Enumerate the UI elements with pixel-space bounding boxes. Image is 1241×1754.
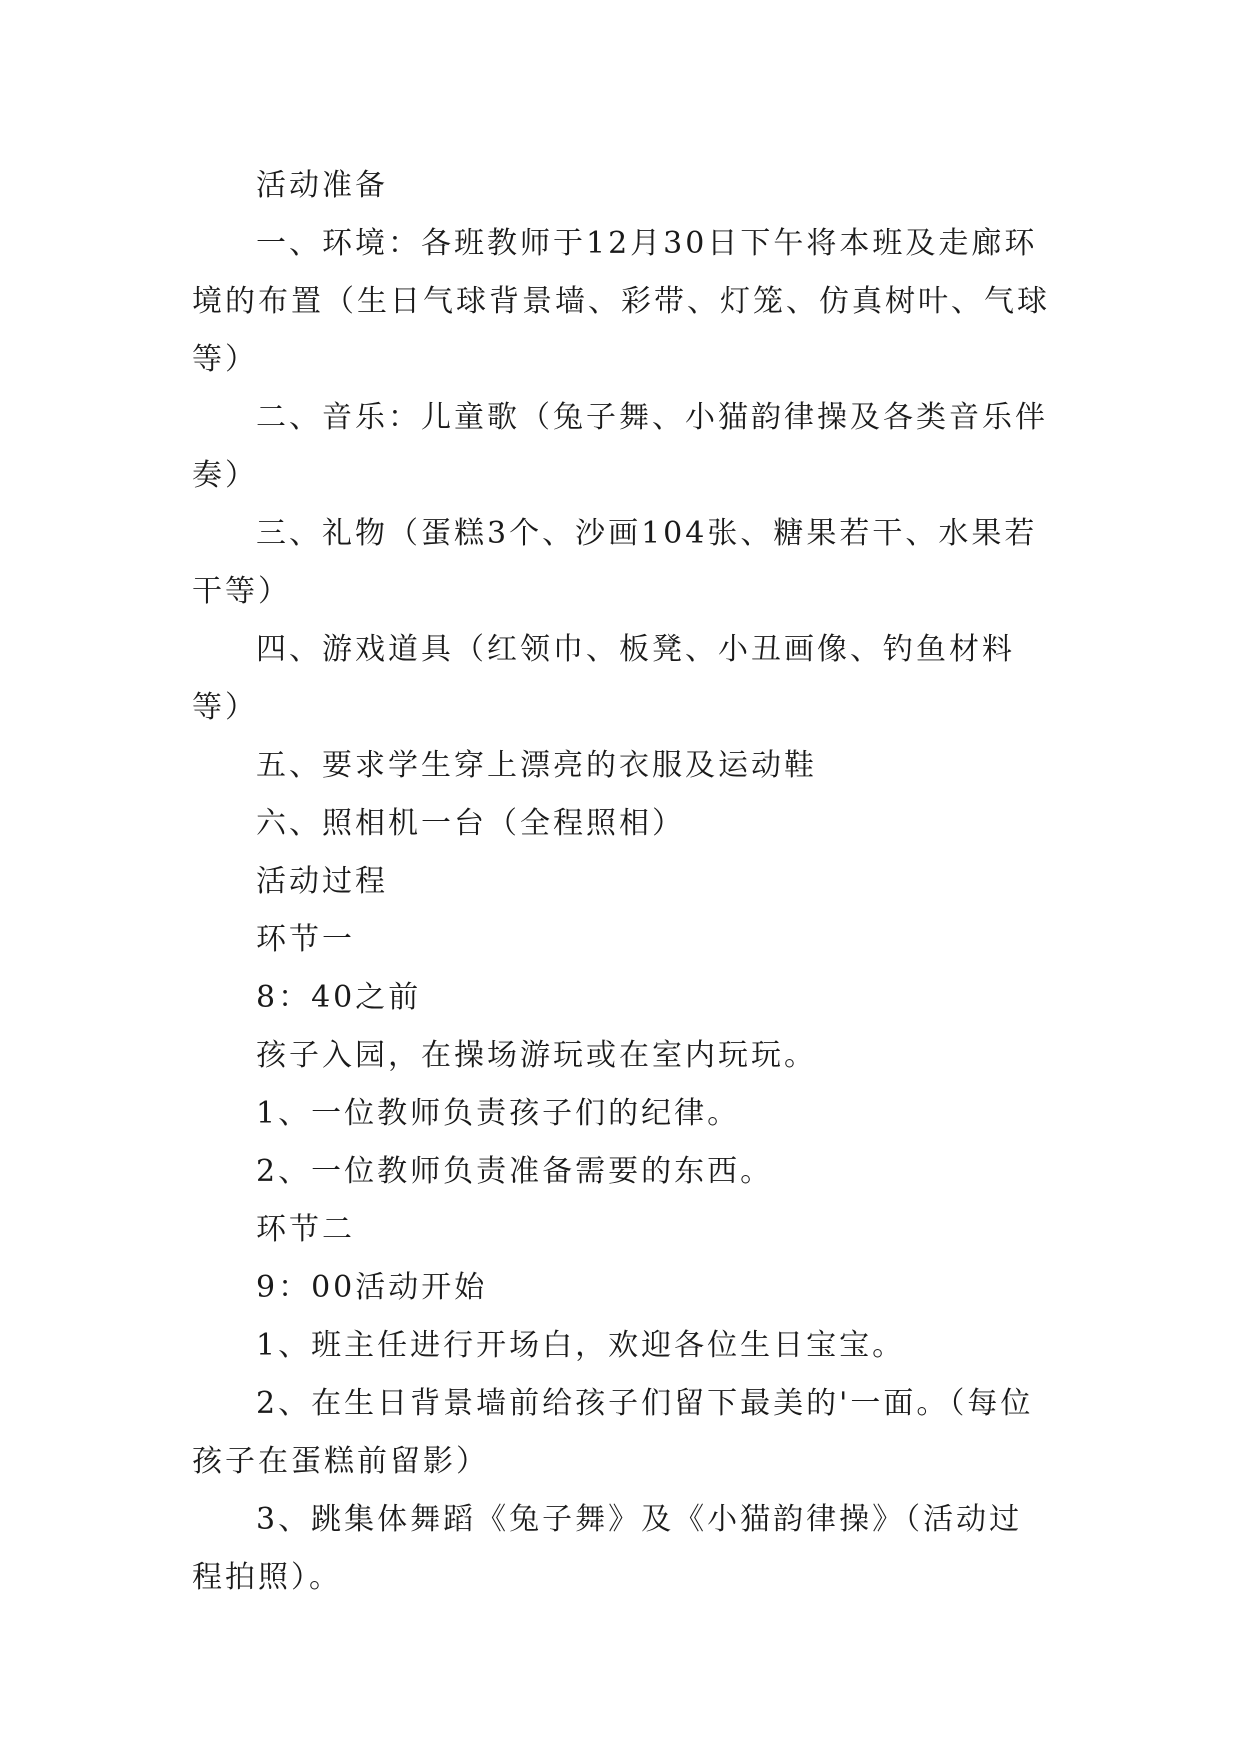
paragraph-environment: 一、环境：各班教师于12月30日下午将本班及走廊环境的布置（生日气球背景墙、彩带、灯笼、仿真树叶、气球等） [192, 226, 1050, 377]
paragraph-gifts: 三、礼物（蛋糕3个、沙画104张、糖果若干、水果若干等） [192, 516, 1038, 609]
paragraph-stage-one-time: 8：40之前 [256, 980, 422, 1015]
paragraph-stage-two-item-3: 3、跳集体舞蹈《兔子舞》及《小猫韵律操》（活动过程拍照）。 [192, 1502, 1023, 1595]
paragraph-stage-one-item-2: 2、一位教师负责准备需要的东西。 [256, 1154, 774, 1189]
paragraph-stage-two-heading: 环节二 [256, 1212, 355, 1247]
paragraph-arrival: 孩子入园，在操场游玩或在室内玩玩。 [256, 1038, 817, 1073]
paragraph-stage-two-time: 9：00活动开始 [256, 1270, 488, 1305]
paragraph-activity-preparation-heading: 活动准备 [256, 168, 388, 203]
paragraph-activity-process-heading: 活动过程 [256, 864, 388, 899]
paragraph-camera: 六、照相机一台（全程照相） [256, 806, 685, 841]
document-body [192, 157, 1052, 1607]
paragraph-stage-two-item-1: 1、班主任进行开场白，欢迎各位生日宝宝。 [256, 1328, 906, 1363]
paragraph-music: 二、音乐：儿童歌（兔子舞、小猫韵律操及各类音乐伴奏） [192, 400, 1048, 493]
paragraph-stage-two-item-2: 2、在生日背景墙前给孩子们留下最美的'一面。（每位孩子在蛋糕前留影） [192, 1386, 1034, 1479]
paragraph-stage-one-item-1: 1、一位教师负责孩子们的纪律。 [256, 1096, 741, 1131]
paragraph-stage-one-heading: 环节一 [256, 922, 355, 957]
paragraph-game-props: 四、游戏道具（红领巾、板凳、小丑画像、钓鱼材料等） [192, 632, 1015, 725]
paragraph-clothing: 五、要求学生穿上漂亮的衣服及运动鞋 [256, 748, 817, 783]
